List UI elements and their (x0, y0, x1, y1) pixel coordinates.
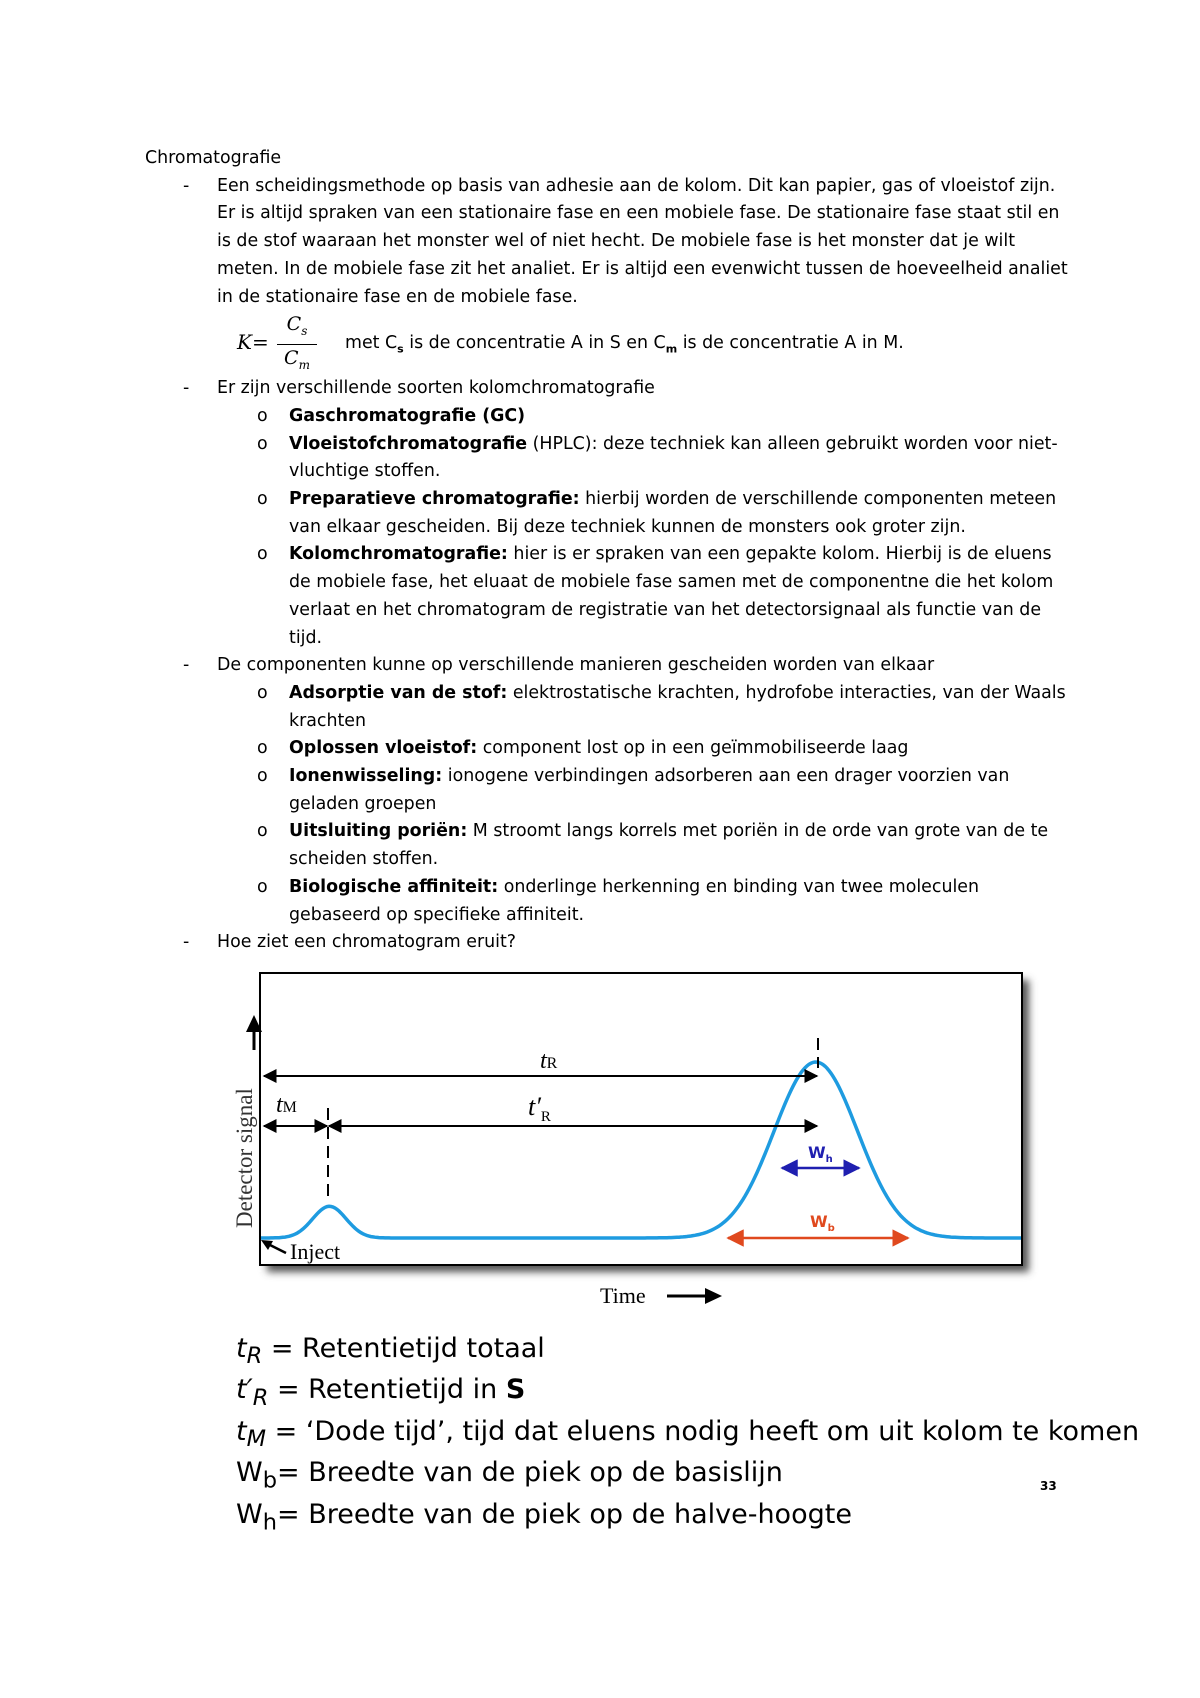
list-item: o Adsorptie van de stof: elektrostatische krachten, hydrofobe interacties, van der Waals krachten (257, 682, 1066, 731)
formula-fraction (277, 311, 317, 378)
list-item: o Biologische affiniteit: onderlinge herkenning en binding van twee moleculen gebaseerd op specifieke affiniteit. (257, 876, 980, 925)
list-item-soorten (145, 375, 1075, 652)
formula-k: K= (237, 330, 269, 355)
x-axis-arrow-head (705, 1288, 722, 1304)
list-item: o Gaschromatografie (GC) (257, 405, 526, 426)
list-item: o Oplossen vloeistof: component lost op in een geïmmobiliseerde laag (257, 738, 909, 759)
list-item-scheiden (145, 652, 1075, 929)
list-item: o Ionenwisseling: ionogene verbindingen adsorberen aan een drager voorzien van geladen groepen (257, 766, 1010, 814)
soorten-list (217, 403, 1075, 652)
dash-bullet: - (183, 175, 190, 196)
dash-bullet: - (183, 378, 190, 399)
legend-row: $t'_R$ = Retentietijd in S (236, 1374, 526, 1411)
wb-label: $W_b$ (810, 1212, 835, 1234)
dash-bullet: - (183, 932, 190, 953)
formula-denominator: $C_m$ (284, 347, 310, 372)
tr-label: tR (540, 1048, 558, 1074)
soorten-heading: Er zijn verschillende soorten kolomchromatografie (217, 378, 655, 399)
x-axis-label: Time (600, 1283, 646, 1308)
dash-bullet: - (183, 655, 190, 676)
list-item-chromatogram (145, 929, 1075, 957)
list-item: o Vloeistofchromatografie (HPLC): deze techniek kan alleen gebruikt worden voor niet-vluchtige stoffen. (257, 433, 1058, 482)
formula-description: met $C_s$ is de concentratie A in S en $C_m$ is de concentratie A in M. (345, 333, 904, 356)
chromatogram-figure (230, 970, 1070, 1310)
tm-label: tM (276, 1092, 297, 1118)
partition-formula (237, 311, 1075, 375)
intro-text: Een scheidingsmethode op basis van adhesie aan de kolom. Dit kan papier, gas of vloeistof zijn. Er is altijd spraken van een stationaire fase en een mobiele fase. De stationaire fase staat stil en is de stof waaraan het monster wel of niet hecht. De mobiele fase is het monster dat je wilt meten. In de mobiele fase zit het analiet. Er is altijd een evenwicht tussen de hoeveelheid analiet in de stationaire fase en de mobiele fase. (217, 175, 1068, 307)
scheiden-list (217, 680, 1075, 929)
list-item: o Preparatieve chromatografie: hierbij worden de verschillende componenten meteen van elkaar gescheiden. Bij deze techniek kunnen de monsters ook groter zijn. (257, 489, 1057, 537)
list-item: o Kolomchromatografie: hier is er spraken van een gepakte kolom. Hierbij is de eluens de mobiele fase, het eluaat de mobiele fase samen met de componentne die het kolom verlaat en het chromatogram de registratie van het detectorsignaal als functie van de tijd. (257, 544, 1054, 648)
legend-row: $t_M$ = ‘Dode tijd’, tijd dat eluens nodig heeft om uit kolom te komen (236, 1415, 1140, 1453)
list-item-intro (145, 173, 1075, 376)
tpr-label: $t'_R$ (528, 1092, 551, 1125)
page-number: 33 (1040, 1479, 1057, 1493)
inject-label: Inject (290, 1239, 341, 1264)
chromatogram-heading: Hoe ziet een chromatogram eruit? (217, 932, 517, 953)
y-axis-label: Detector signal (232, 1088, 257, 1228)
legend-row: $W_b=$ Breedte van de piek op de basislijn (236, 1457, 783, 1494)
wh-label: $W_h$ (808, 1143, 833, 1165)
legend-row: $t_R$ = Retentietijd totaal (236, 1333, 545, 1370)
list-item: o Uitsluiting poriën: M stroomt langs korrels met poriën in de orde van grote van de te scheiden stoffen. (257, 821, 1049, 870)
symbol-legend (236, 1332, 1139, 1539)
scheiden-heading: De componenten kunne op verschillende manieren gescheiden worden van elkaar (217, 655, 935, 676)
main-list (145, 173, 1075, 957)
document-body (145, 145, 1075, 957)
section-title: Chromatografie (145, 148, 282, 168)
legend-row: $W_h=$ Breedte van de piek op de halve-hoogte (236, 1498, 852, 1535)
formula-numerator: $C_s$ (286, 313, 308, 339)
